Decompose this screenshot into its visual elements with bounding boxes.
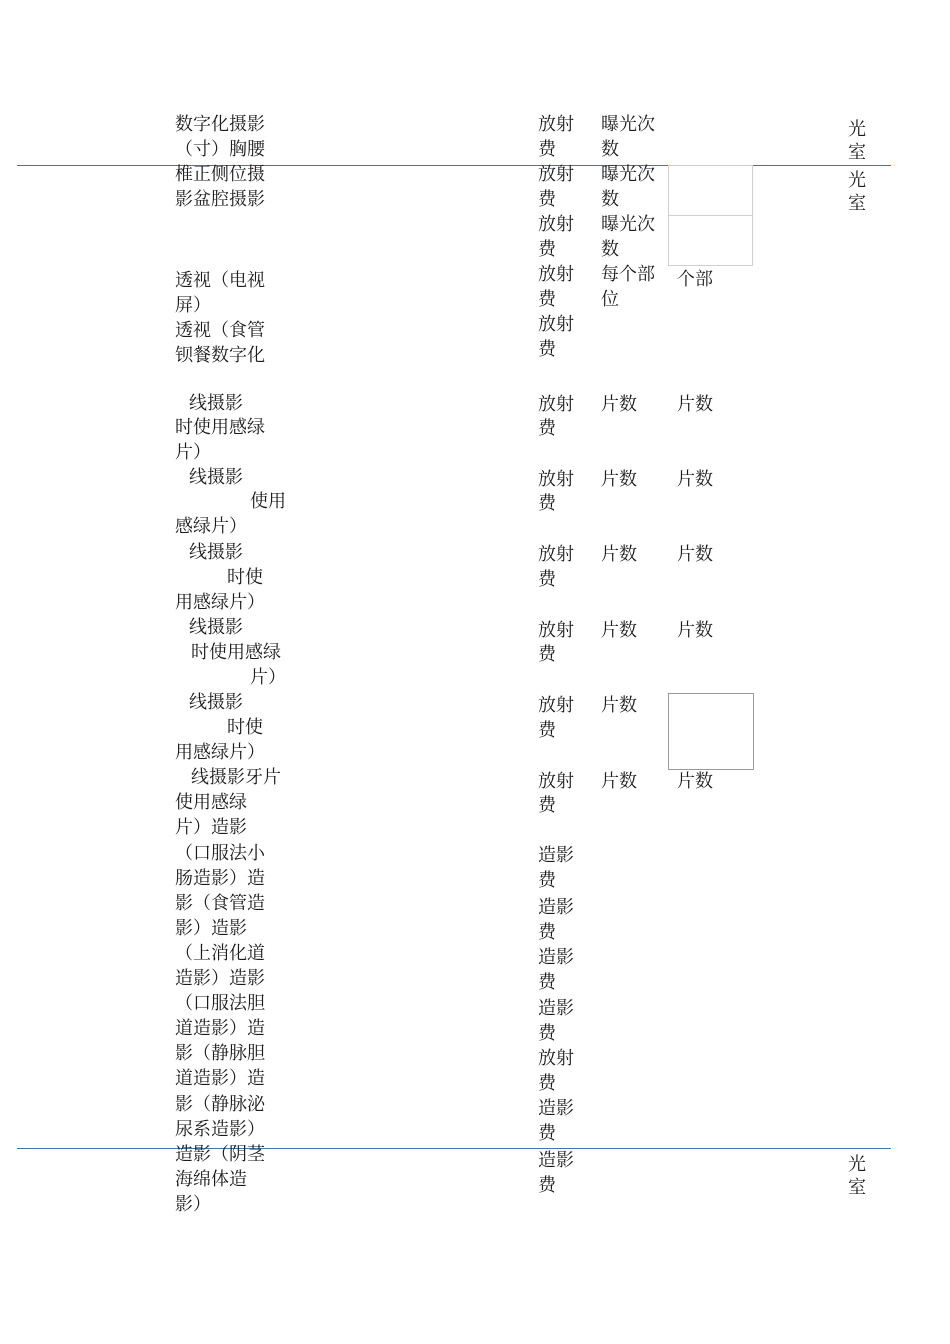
fee-type-line: 放射 [538,164,574,185]
unit-line: 数 [601,239,619,260]
fee-type-line: 费 [538,418,556,439]
item-name-line: 数字化摄影 [175,114,265,135]
item-name-line: 尿系造影） [175,1119,265,1140]
empty-cell-1 [668,165,753,216]
fee-type-line: 放射 [538,264,574,285]
item-name-line: 片） [175,442,211,463]
unit-line: 片数 [601,620,637,641]
fee-type-line: 费 [538,720,556,741]
item-name-line: 用感绿片） [175,592,265,613]
fee-type-line: 放射 [538,314,574,335]
item-name-line: 线摄影 [189,692,243,713]
item-name-line: 肠造影）造 [175,868,265,889]
unit-line: 位 [601,289,619,310]
fee-type-line: 放射 [538,214,574,235]
fee-type-line: 造影 [538,1098,574,1119]
unit-line: 每个部 [601,264,655,285]
item-name-line: 海绵体造 [175,1169,247,1190]
item-name-line: 影盆腔摄影 [175,189,265,210]
fee-type-line: 造影 [538,845,574,866]
item-name-line: 感绿片） [175,516,247,537]
item-name-line: 用感绿片） [175,742,265,763]
item-name-line: 造影（阴茎 [175,1144,265,1165]
bottom-rule [17,1148,891,1149]
unit-line: 曝光次 [601,114,655,135]
item-name-line: （上消化道 [175,943,265,964]
fee-type-line: 放射 [538,469,574,490]
item-name-line: 线摄影 [189,467,243,488]
item-name-line: 影） [175,1194,211,1215]
item-name-line: 片） [250,667,286,688]
fee-type-line: 放射 [538,620,574,641]
unit-line: 曝光次 [601,214,655,235]
fee-type-line: 造影 [538,998,574,1019]
item-name-line: 透视（食管 [175,320,265,341]
fee-type-line: 放射 [538,544,574,565]
item-name-line: 线摄影 [189,542,243,563]
fee-type-line: 放射 [538,695,574,716]
unit2-line: 片数 [677,469,713,490]
item-name-line: 使用感绿 [175,792,247,813]
fee-type-line: 放射 [538,771,574,792]
unit-line: 片数 [601,394,637,415]
unit-line: 数 [601,139,619,160]
unit-line: 曝光次 [601,164,655,185]
item-name-line: 钡餐数字化 [175,345,265,366]
dept-line: 光 [848,170,866,191]
fee-type-line: 费 [538,1175,556,1196]
fee-type-line: 费 [538,922,556,943]
fee-type-line: 费 [538,239,556,260]
item-name-line: 透视（电视 [175,270,265,291]
empty-cell-3 [668,693,754,770]
fee-type-line: 费 [538,972,556,993]
fee-type-line: 费 [538,339,556,360]
item-name-line: （口服法胆 [175,993,265,1014]
unit-line: 片数 [601,544,637,565]
item-name-line: 线摄影 [189,393,243,414]
dept-line: 室 [848,193,866,214]
item-name-line: 影（食管造 [175,893,265,914]
item-name-line: 使用 [250,491,286,512]
unit2-line: 片数 [677,544,713,565]
item-name-line: 时使 [227,567,263,588]
item-name-line: 道造影）造 [175,1018,265,1039]
top-rule [17,165,891,166]
fee-type-line: 造影 [538,897,574,918]
unit2-line: 片数 [677,394,713,415]
fee-type-line: 费 [538,289,556,310]
item-name-line: 线摄影牙片 [191,767,281,788]
item-name-line: 椎正侧位摄 [175,164,265,185]
item-name-line: 片）造影 [175,817,247,838]
dept-line: 光 [848,119,866,140]
fee-type-line: 费 [538,644,556,665]
unit-line: 数 [601,189,619,210]
item-name-line: 影（静脉胆 [175,1043,265,1064]
fee-type-line: 费 [538,795,556,816]
item-name-line: 时使用感绿 [191,642,281,663]
fee-type-line: 造影 [538,1150,574,1171]
fee-type-line: 放射 [538,1048,574,1069]
item-name-line: 屏） [175,295,211,316]
unit2-line: 片数 [677,620,713,641]
item-name-line: 影）造影 [175,918,247,939]
unit-line: 片数 [601,695,637,716]
fee-type-line: 造影 [538,947,574,968]
fee-type-line: 费 [538,493,556,514]
empty-cell-2 [668,215,753,266]
fee-type-line: 费 [538,870,556,891]
item-name-line: （寸）胸腰 [175,139,265,160]
unit2-line: 个部 [677,269,713,290]
dept-line: 室 [848,1177,866,1198]
fee-type-line: 费 [538,189,556,210]
item-name-line: 时使用感绿 [175,417,265,438]
unit-line: 片数 [601,771,637,792]
item-name-line: （口服法小 [175,843,265,864]
item-name-line: 时使 [227,717,263,738]
item-name-line: 线摄影 [189,617,243,638]
fee-type-line: 费 [538,1073,556,1094]
fee-type-line: 费 [538,1123,556,1144]
unit2-line: 片数 [677,771,713,792]
item-name-line: 影（静脉泌 [175,1094,265,1115]
fee-type-line: 放射 [538,114,574,135]
unit-line: 片数 [601,469,637,490]
item-name-line: 造影）造影 [175,968,265,989]
dept-line: 光 [848,1154,866,1175]
item-name-line: 道造影）造 [175,1068,265,1089]
dept-line: 室 [848,142,866,163]
fee-type-line: 费 [538,1023,556,1044]
fee-type-line: 放射 [538,394,574,415]
fee-type-line: 费 [538,139,556,160]
fee-type-line: 费 [538,569,556,590]
